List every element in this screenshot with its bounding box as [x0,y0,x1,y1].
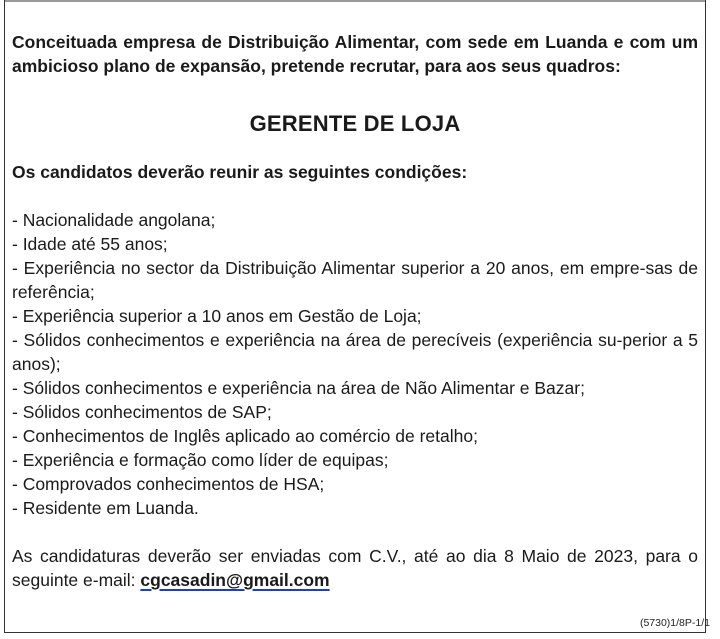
requirement-item: - Nacionalidade angolana; [12,210,216,230]
company-intro: Conceituada empresa de Distribuição Alimentar, com sede em Luanda e com um ambicioso plano de expansão, pretende recrutar, para aos seus quadros: [12,32,698,76]
requirement-item: - Experiência e formação como líder de equipas; [12,450,389,470]
job-ad [12,30,698,592]
application-instructions [12,544,698,592]
requirement-item: - Experiência no sector da Distribuição Alimentar superior a 20 anos, em empre-sas de referência; [12,258,698,302]
contact-email-link[interactable]: cgcasadin@gmail.com [140,570,330,590]
requirement-item: - Comprovados conhecimentos de HSA; [12,474,325,494]
requirement-item: - Sólidos conhecimentos e experiência na área de perecíveis (experiência su-perior a 5 anos); [12,330,698,374]
requirement-item: - Residente em Luanda. [12,498,199,518]
conditions-heading: Os candidatos deverão reunir as seguintes condições: [12,162,468,182]
requirement-item: - Idade até 55 anos; [12,234,168,254]
requirements-list [12,208,698,520]
requirement-item: - Experiência superior a 10 anos em Gestão de Loja; [12,306,422,326]
job-title: GERENTE DE LOJA [249,111,461,136]
requirement-item: - Conhecimentos de Inglês aplicado ao comércio de retalho; [12,426,478,446]
closing-text: As candidaturas deverão ser enviadas com C.V., até ao dia 8 Maio de 2023, para o seguinte e-mail: [12,546,698,590]
requirement-item: - Sólidos conhecimentos de SAP; [12,402,272,422]
requirement-item: - Sólidos conhecimentos e experiência na área de Não Alimentar e Bazar; [12,378,585,398]
ad-reference-code: (5730)1/8P-1/1 [639,617,710,629]
